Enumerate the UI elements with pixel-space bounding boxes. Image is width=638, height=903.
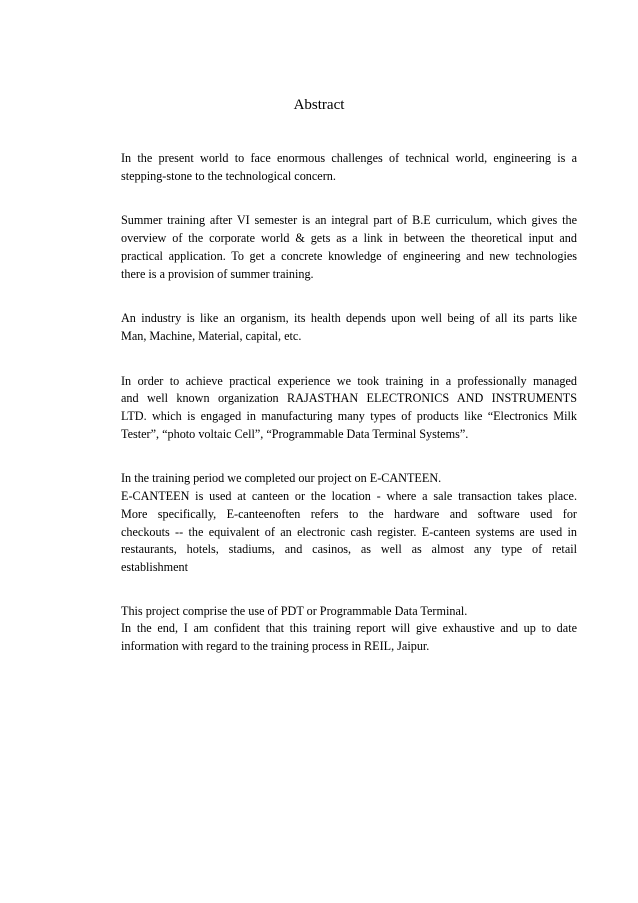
- page-title: Abstract: [293, 97, 345, 113]
- paragraph-line: An industry is like an organism, its health depends upon well being of all its parts like: [121, 311, 577, 326]
- paragraph-line: In the present world to face enormous challenges of technical world, engineering is a: [121, 151, 577, 165]
- paragraph-line: LTD. which is engaged in manufacturing many types of products like “Electronics Milk: [121, 409, 577, 424]
- paragraph-line: In order to achieve practical experience we took training in a professionally managed: [121, 373, 577, 388]
- paragraph-line: there is a provision of summer training.: [121, 266, 314, 281]
- paragraph-line: This project comprise the use of PDT or Programmable Data Terminal.: [121, 603, 468, 618]
- paragraph-line: Summer training after VI semester is an integral part of B.E curriculum, which gives the: [121, 213, 577, 228]
- abstract-body: [121, 150, 577, 683]
- paragraph-line: checkouts -- the equivalent of an electronic cash register. E-canteen systems are used in: [121, 524, 577, 539]
- paragraph-line: and well known organization RAJASTHAN ELECTRONICS AND INSTRUMENTS: [121, 391, 577, 406]
- paragraph-line: information with regard to the training process in REIL, Jaipur.: [121, 639, 430, 654]
- paragraph-organization: [121, 373, 577, 444]
- paragraph-conclusion: [121, 603, 577, 656]
- paragraph-line: practical application. To get a concrete knowledge of engineering and new technologies: [121, 248, 577, 263]
- paragraph-line: Man, Machine, Material, capital, etc.: [121, 328, 302, 343]
- paragraph-line: In the training period we completed our project on E-CANTEEN.: [121, 471, 442, 486]
- paragraph-summer-training: [121, 212, 577, 283]
- paragraph-line: In the end, I am confident that this training report will give exhaustive and up to date: [121, 621, 577, 636]
- paragraph-line: overview of the corporate world & gets as a link in between the theoretical input and: [121, 231, 577, 246]
- paragraph-line: E-CANTEEN is used at canteen or the location - where a sale transaction takes place.: [121, 489, 577, 504]
- paragraph-line: stepping-stone to the technological concern.: [121, 168, 336, 183]
- paragraph-line: restaurants, hotels, stadiums, and casinos, as well as almost any type of retail: [121, 542, 577, 557]
- paragraph-line: More specifically, E-canteenoften refers to the hardware and software used for: [121, 506, 577, 521]
- paragraph-line: establishment: [121, 559, 189, 574]
- paragraph-e-canteen: [121, 470, 577, 576]
- paragraph-industry: [121, 310, 577, 345]
- paragraph-line: Tester”, “photo voltaic Cell”, “Programmable Data Terminal Systems”.: [121, 426, 469, 441]
- paragraph-intro: [121, 150, 577, 185]
